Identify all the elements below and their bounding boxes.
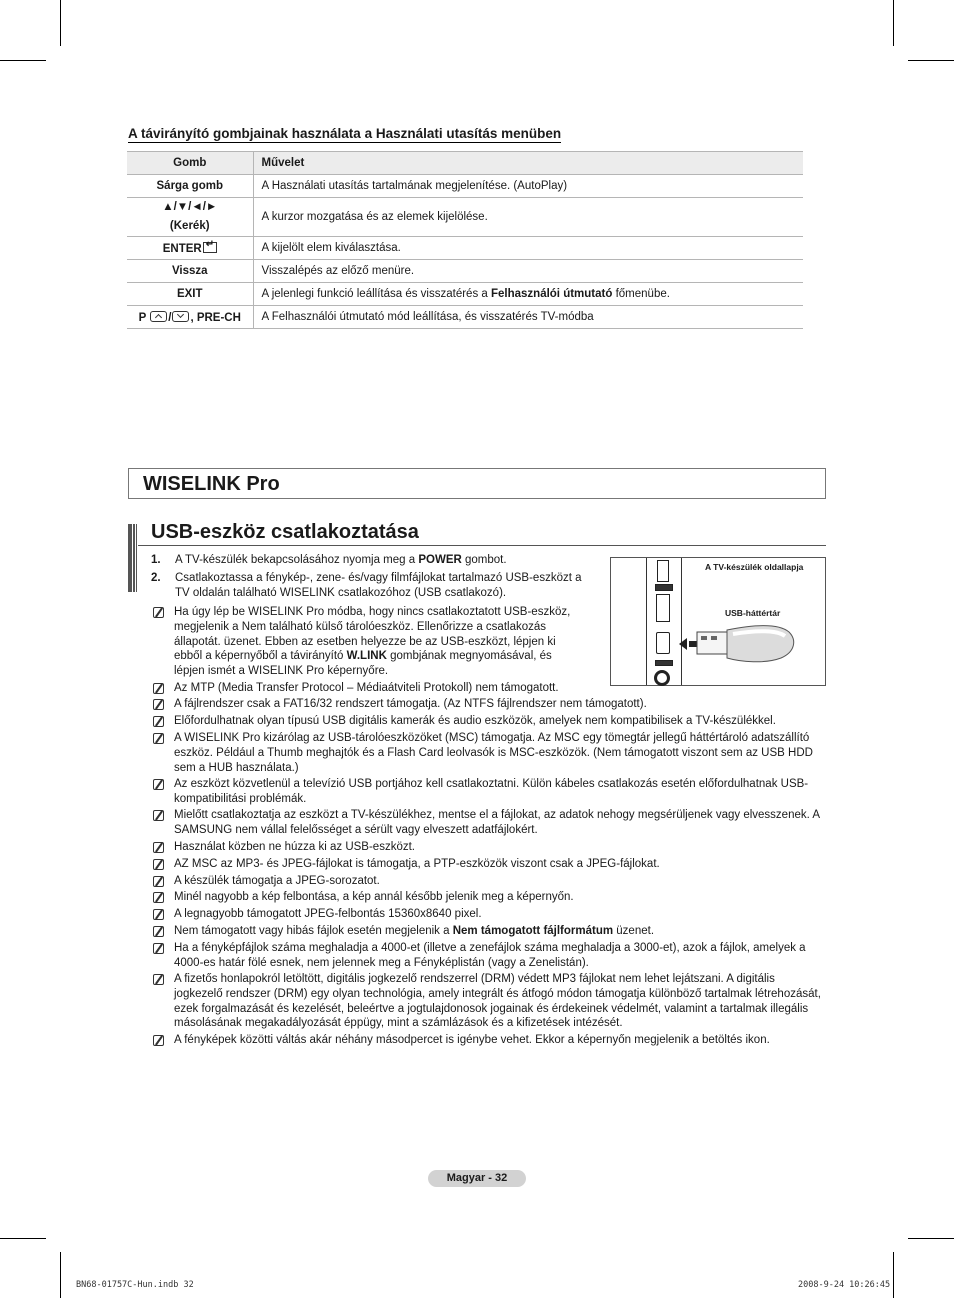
action-cell: A kijelölt elem kiválasztása. [253,237,803,260]
button-cell: Sárga gomb [127,175,253,198]
table-row [127,237,803,260]
header-action: Művelet [253,152,803,175]
note-icon [153,699,164,710]
step-item [151,571,591,600]
note-item [153,857,825,872]
note-text: A készülék támogatja a JPEG-sorozatot. [174,875,380,887]
note-icon [153,607,164,618]
note-icon [153,943,164,954]
note-icon [153,926,164,937]
note-text: Mielőtt csatlakoztatja az eszközt a TV-készülékhez, mentse el a fájlokat, az adatok nehogy megsérüljenek vagy elvesszenek. A SAMSUNG nem vállal felelősséget a sérült vagy elveszett adatfájlokért. [174,809,820,836]
table-title: A távirányító gombjainak használata a Használati utasítás menüben [128,126,562,141]
page-number-badge: Magyar - 32 [428,1170,526,1187]
table-row [127,306,803,329]
note-icon [153,716,164,727]
note-text: A fájlrendszer csak a FAT16/32 rendszert támogatja. (Az NTFS fájlrendszer nem támogatott). [174,698,647,710]
note-bold: W.LINK [346,650,387,663]
step-number: 2. [151,572,161,584]
crop-mark [0,60,46,61]
note-text: Ha a fényképfájlok száma meghaladja a 4000-et (illetve a zenefájlok száma meghaladja a 3000-et), azok a fájlok, amelyek a 4000-es határ fölé esnek, nem jelennek meg a Fényképlistán (vagy a Zenelistán). [174,942,806,969]
action-cell [253,283,803,306]
crop-mark [893,1252,894,1298]
note-item [153,605,578,679]
note-icon [153,876,164,887]
enter-label: ENTER [162,242,202,255]
note-icon [153,683,164,694]
note-icon [153,892,164,903]
hdmi-port-icon [656,594,670,622]
note-icon [153,810,164,821]
button-cell: EXIT [127,283,253,306]
note-icon [153,974,164,985]
note-item [153,1033,825,1048]
crop-mark [0,1238,46,1239]
pre-ch-label: , PRE-CH [190,311,241,324]
arrow-keys-label: ▲/▼/◄/► [162,201,218,213]
table-row [127,198,803,237]
note-text-part: üzenet. [613,925,655,937]
note-icon [153,779,164,790]
crop-mark [60,1252,61,1298]
note-text [174,924,825,939]
note-text-part: Ha úgy lép be WISELINK Pro módba, hogy nincs csatlakoztatott USB-eszköz, megjelenik a Nem található külső tárolóeszköz. Ellenőrizze a csatlakozás állapotát. üzenet. Ebben az esetben helyezze be az USB-eszközt, lépjen ki ebből a képernyőből a távirányító [174,606,571,663]
table-row [127,260,803,283]
header-button: Gomb [127,152,253,175]
note-item [153,941,825,971]
crop-mark [908,1238,954,1239]
step-bold: POWER [418,554,462,566]
wiselink-label-icon [655,660,673,666]
note-item [153,840,825,855]
usb-port-icon [656,632,670,654]
action-text: A jelenlegi funkció leállítása és visszatérés a [261,288,491,300]
note-text: Használat közben ne húzza ki az USB-eszközt. [174,841,415,853]
wheel-label: (Kerék) [169,220,210,232]
figure-caption-usb: USB-háttértár [725,608,781,618]
note-item [153,907,825,922]
heading-underline [138,545,826,546]
component-port-icon [657,560,669,582]
step-text-part: A TV-készülék bekapcsolásához nyomja meg a [175,554,419,566]
print-timestamp: 2008-9-24 10:26:45 [798,1280,891,1290]
remote-buttons-table [127,151,803,329]
note-text-part: Nem támogatott vagy hibás fájlok esetén megjelenik a [174,925,453,937]
note-icon [153,859,164,870]
table-header-row [127,152,803,175]
note-item [153,681,825,696]
action-text: főmenübe. [612,288,670,300]
section-title-box [128,468,826,499]
step-text [175,553,601,568]
enter-icon [203,242,217,253]
note-item [153,697,825,712]
usb-connection-figure [610,557,826,686]
subsection-title: USB-eszköz csatlakoztatása [151,521,419,543]
p-label: P [138,311,150,324]
note-text [174,605,578,679]
action-bold: Felhasználói útmutató [490,288,613,300]
step-text: Csatlakoztassa a fénykép-, zene- és/vagy filmfájlokat tartalmazó USB-eszközt a TV oldalán található WISELINK csatlakozóhoz (USB csatlakozó). [175,572,582,599]
note-bold: Nem támogatott fájlformátum [452,925,614,937]
section-title: WISELINK Pro [143,473,280,495]
step-item [151,553,601,568]
table-row [127,175,803,198]
usb-drive-icon [677,624,797,672]
channel-down-icon [172,311,189,322]
note-icon [153,733,164,744]
note-icon [153,909,164,920]
crop-mark [893,0,894,46]
note-item [153,777,825,807]
separator: / [168,311,172,324]
action-cell: A Használati utasítás tartalmának megjelenítése. (AutoPlay) [253,175,803,198]
note-text: Előfordulhatnak olyan típusú USB digitális kamerák és audio eszközök, amelyek nem kompatibilisek a TV-készülékkel. [174,715,776,727]
crop-mark [908,60,954,61]
action-cell: A kurzor mozgatása és az elemek kijelölése. [253,198,803,237]
note-item [153,731,825,775]
note-text: AZ MSC az MP3- és JPEG-fájlokat is támogatja, a PTP-eszközök viszont csak a JPEG-fájlokat. [174,858,660,870]
note-item [153,924,825,939]
note-text: Az eszközt közvetlenül a televízió USB portjához kell csatlakoztatni. Külön kábeles csatlakozás esetén előfordulhatnak USB-kompatibilitási problémák. [174,778,809,805]
note-text: Az MTP (Media Transfer Protocol – Médiaátviteli Protokoll) nem támogatott. [174,682,559,694]
table-row [127,283,803,306]
button-cell [127,306,253,329]
note-item [153,890,825,905]
note-item [153,972,825,1031]
action-cell: A Felhasználói útmutató mód leállítása, és visszatérés TV-módba [253,306,803,329]
button-cell: Vissza [127,260,253,283]
hdmi-label-icon [655,584,673,591]
action-cell: Visszalépés az előző menüre. [253,260,803,283]
print-file-name: BN68-01757C-Hun.indb 32 [76,1280,194,1290]
step-number: 1. [151,554,161,566]
figure-caption-side: A TV-készülék oldallapja [705,562,804,572]
note-icon [153,842,164,853]
note-item [153,874,825,889]
note-icon [153,1035,164,1046]
note-text: Minél nagyobb a kép felbontása, a kép annál később jelenik meg a képernyőn. [174,891,574,903]
note-text: A fizetős honlapokról letöltött, digitális jogkezelő rendszerrel (DRM) védett MP3 fájlokat nem lehet lejátszani. A digitális jogkezelő rendszer (DRM) egy olyan technológia, amely integrált és átfogó módon támogatja különböző tartalmak létrehozását, ezek forgalmazását és kezelését, beleértve a jogtulajdonosok jogainak és érdekeinek védelmét, valamint a tartalmak illegális másolásának megakadályozását éppügy, mint a számlázások és a kifizetések intézését. [174,973,821,1030]
crop-mark [60,0,61,46]
note-item [153,714,825,729]
note-text: A legnagyobb támogatott JPEG-felbontás 15360x8640 pixel. [174,908,482,920]
note-item [153,808,825,838]
note-text-part: gombjának megnyomásával, és lépjen ismét a WISELINK Pro képernyőre. [174,650,552,678]
step-text-part: gombot. [461,554,507,566]
note-text: A WISELINK Pro kizárólag az USB-tárolóeszközöket (MSC) támogatja. Az MSC egy tömegtár jellegű háttértároló adatszállító eszköz. Például a Thumb meghajtók és a Flash Card leolvasók is MSC-eszközök. (Nem támogatott viszont sem az USB HDD sem a HUB használata.) [174,732,813,774]
note-text: A fényképek közötti váltás akár néhány másodpercet is igénybe vehet. Ekkor a képernyőn megjelenik a betöltés ikon. [174,1034,770,1046]
button-cell [127,237,253,260]
button-cell [127,198,253,237]
channel-up-icon [150,311,167,322]
